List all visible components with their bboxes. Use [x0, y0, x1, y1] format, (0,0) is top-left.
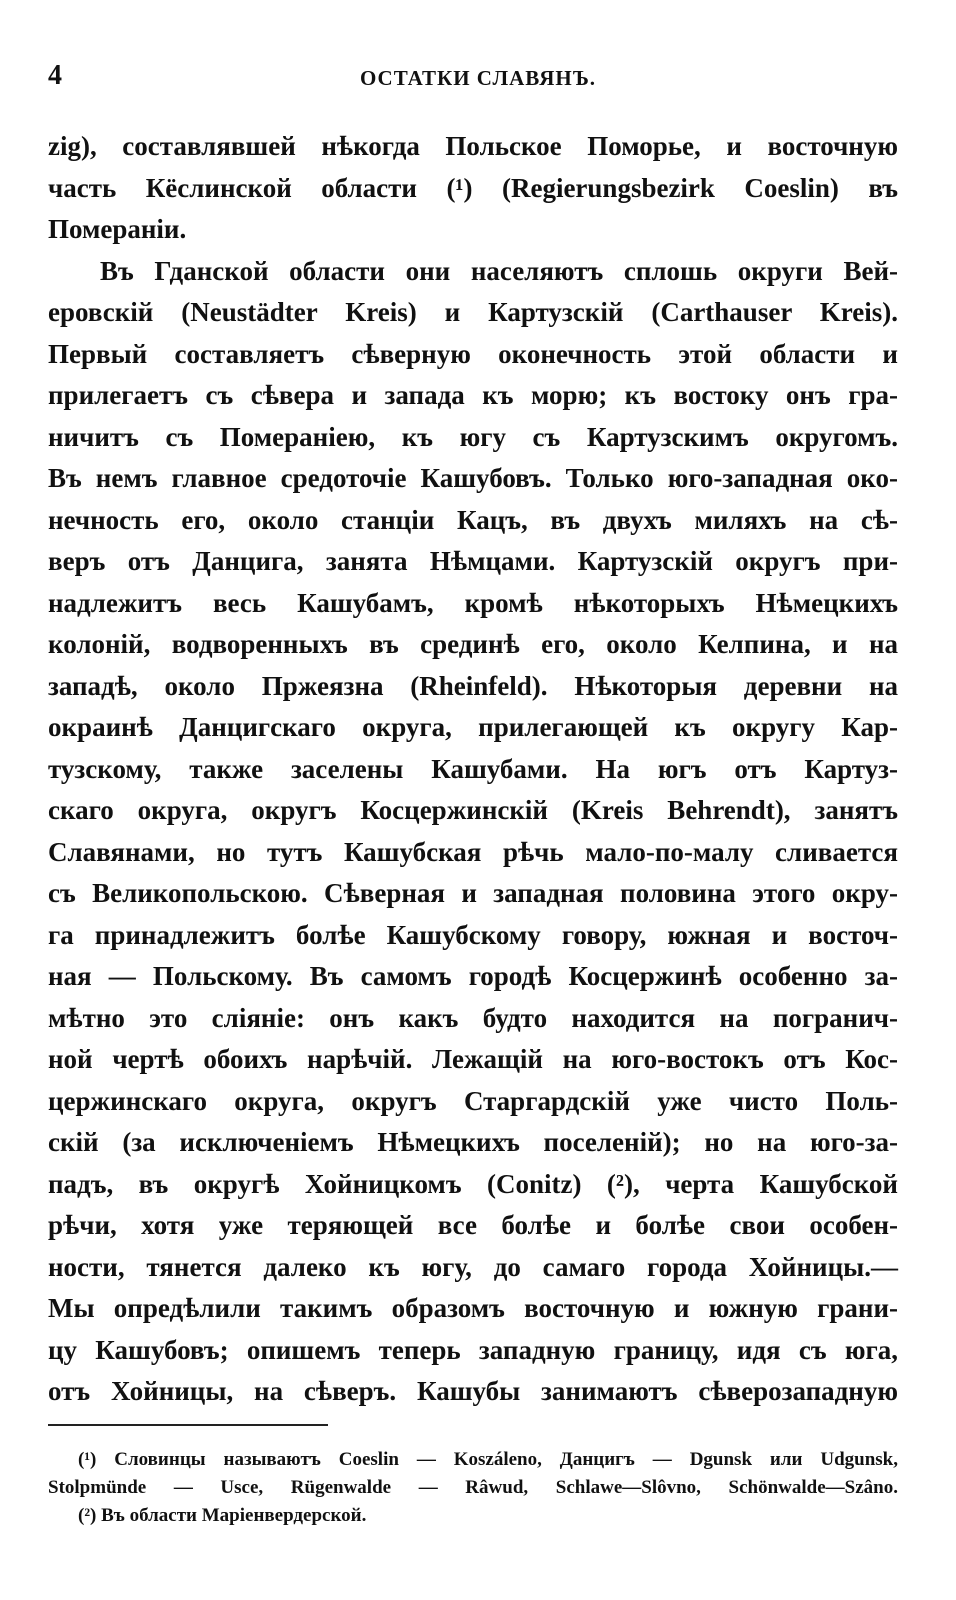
text-line: падъ, въ округѣ Хойницкомъ (Conitz) (²), черта Кашубской	[48, 1168, 898, 1199]
text-line: Въ немъ главное средоточіе Кашубовъ. Только юго-западная око-	[48, 463, 898, 493]
text-line: ности, тянется далеко къ югу, до самаго города Хойницы.—	[48, 1251, 898, 1282]
text-line: западѣ, около Пржеязна (Rheinfeld). Нѣкоторыя деревни на	[48, 670, 898, 701]
page-header	[48, 60, 908, 100]
footnote-line: (¹) Словинцы называютъ Coeslin — Koszáleno, Данцигъ — Dgunsk или Udgunsk,	[78, 1449, 898, 1470]
text-line: Первый составляетъ сѣверную оконечность этой области и	[48, 338, 898, 369]
text-line: надлежитъ весь Кашубамъ, кромѣ нѣкоторыхъ Нѣмецкихъ	[48, 587, 898, 618]
text-line: Славянами, но тутъ Кашубская рѣчь мало-по-малу сливается	[48, 836, 898, 867]
footnote-line: (²) Въ области Маріенвердерской.	[78, 1505, 367, 1526]
text-line: отъ Хойницы, на сѣверъ. Кашубы занимаютъ сѣверозападную	[48, 1376, 898, 1406]
text-line: Мы опредѣлили такимъ образомъ восточную и южную грани-	[48, 1293, 898, 1323]
text-line: веръ отъ Данцига, занята Нѣмцами. Картузскій округъ при-	[48, 546, 898, 576]
text-line: скаго округа, округъ Косцержинскій (Kreis Behrendt), занятъ	[48, 795, 898, 825]
text-line: Помераніи.	[48, 214, 187, 244]
text-line: Въ Гданской области они населяютъ сплошь округи Вей-	[100, 255, 898, 286]
footnote-divider	[48, 1424, 328, 1426]
footnote-line: Stolpmünde — Usce, Rügenwalde — Râwud, Schlawe—Slôvno, Schönwalde—Szâno.	[48, 1477, 898, 1498]
text-line: ничитъ съ Помераніею, къ югу съ Картузскимъ округомъ.	[48, 421, 898, 452]
text-line: часть Кёслинской области (¹) (Regierungsbezirk Coeslin) въ	[48, 172, 898, 203]
body-text	[48, 126, 898, 1413]
text-line: нечность его, около станціи Кацъ, въ двухъ миляхъ на сѣ-	[48, 504, 898, 535]
text-line: цержинскаго округа, округъ Старгардскій уже чисто Поль-	[48, 1085, 898, 1116]
text-line: цу Кашубовъ; опишемъ теперь западную границу, идя съ юга,	[48, 1334, 898, 1365]
text-line: окраинѣ Данцигскаго округа, прилегающей къ округу Кар-	[48, 712, 898, 742]
text-line: ная — Польскому. Въ самомъ городѣ Косцержинѣ особенно за-	[48, 961, 898, 991]
text-line: ной чертѣ обоихъ нарѣчій. Лежащій на юго-востокъ отъ Кос-	[48, 1044, 898, 1074]
text-line: еровскій (Neustädter Kreis) и Картузскій (Carthauser Kreis).	[48, 297, 898, 327]
footnotes	[48, 1446, 898, 1530]
text-line: скій (за исключеніемъ Нѣмецкихъ поселеній); но на юго-за-	[48, 1127, 898, 1157]
text-line: га принадлежитъ болѣе Кашубскому говору, южная и восточ-	[48, 919, 898, 950]
text-line: мѣтно это сліяніе: онъ какъ будто находится на погранич-	[48, 1002, 898, 1033]
text-line: тузскому, также заселены Кашубами. На югъ отъ Картуз-	[48, 753, 898, 784]
page-number: 4	[48, 60, 62, 91]
text-line: колоній, водворенныхъ въ срединѣ его, около Келпина, и на	[48, 629, 898, 659]
text-line: прилегаетъ съ сѣвера и запада къ морю; къ востоку онъ гра-	[48, 380, 898, 410]
text-line: съ Великопольскою. Сѣверная и западная половина этого окру-	[48, 878, 898, 908]
running-title: ОСТАТКИ СЛАВЯНЪ.	[359, 66, 597, 90]
text-line: рѣчи, хотя уже теряющей все болѣе и болѣе свои особен-	[48, 1210, 898, 1240]
text-line: zig), составлявшей нѣкогда Польское Поморье, и восточную	[48, 131, 898, 161]
